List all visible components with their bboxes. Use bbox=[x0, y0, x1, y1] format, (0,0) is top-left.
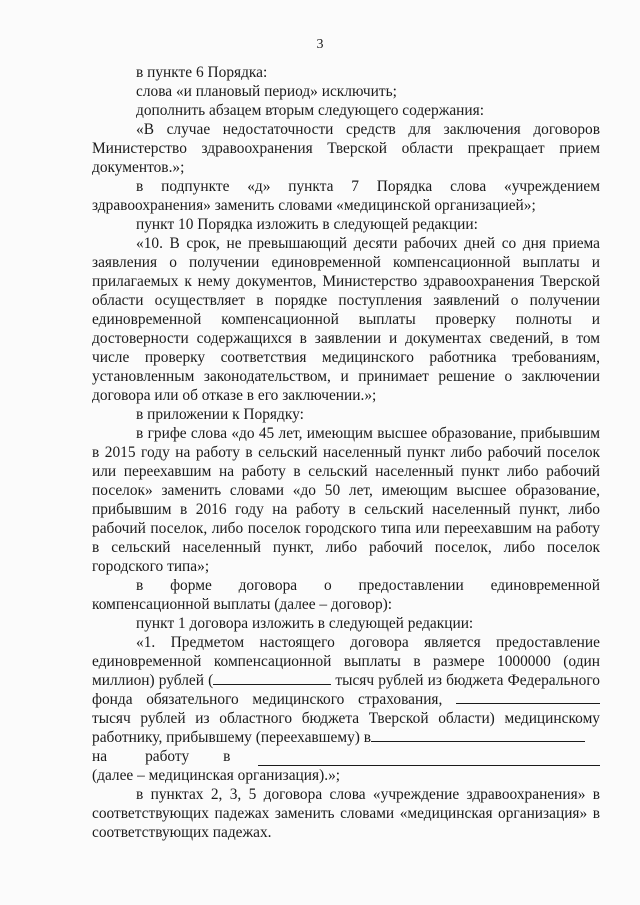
paragraph: в форме договора о предоставлении единовременной компенсационной выплаты (далее – договор): bbox=[92, 577, 600, 613]
blank-line-federal bbox=[213, 672, 331, 685]
clause-word: на bbox=[92, 748, 108, 765]
blank-line-locality bbox=[371, 729, 585, 742]
clause-word: в bbox=[223, 748, 231, 765]
paragraph: в грифе слова «до 45 лет, имеющим высшее образование, прибывшим в 2015 году на работу в сельский населенный пункт либо рабочий поселок или переехавшим на работу в сельский населенный пункт либо рабочий поселок» заменить словами «до 50 лет, имеющим высшее образование, прибывшим в 2016 году на работу в сельский населенный пункт, либо рабочий поселок, либо поселок городского типа или переехавшим на работу в сельский населенный пункт, либо рабочий поселок, либо поселок городского типа»; bbox=[92, 425, 600, 575]
document-body bbox=[92, 63, 600, 842]
paragraph: дополнить абзацем вторым следующего содержания: bbox=[136, 102, 485, 119]
clause-text: тысяч рублей из областного бюджета Тверской области) медицинскому работнику, прибывшему (переехавшему) в bbox=[92, 710, 600, 746]
contract-clause-1 bbox=[92, 633, 600, 747]
clause-word: работу bbox=[145, 748, 190, 765]
paragraph: пункт 1 договора изложить в следующей редакции: bbox=[136, 615, 474, 632]
blank-line-organization bbox=[258, 752, 600, 766]
blank-line-regional bbox=[456, 691, 600, 704]
paragraph: «В случае недостаточности средств для заключения договоров Министерство здравоохранения Тверской области прекращает прием документов.»; bbox=[92, 121, 600, 176]
clause-row bbox=[92, 747, 600, 766]
paragraph: в пункте 6 Порядка: bbox=[136, 64, 268, 81]
paragraph: «10. В срок, не превышающий десяти рабочих дней со дня приема заявления о получении единовременной компенсационной выплаты и прилагаемых к нему документов, Министерство здравоохранения Тверской области осуществляет в порядке поступления заявлений о получении единовременной компенсационной выплаты проверку полноты и достоверности содержащихся в заявлении и документах сведений, в том числе проверку соответствия медицинского работника требованиям, установленным законодательством, и принимает решение о заключении договора или об отказе в его заключении.»; bbox=[92, 235, 600, 404]
paragraph: в приложении к Порядку: bbox=[136, 406, 304, 423]
clause-text: «1. Предметом настоящего договора является предоставление единовременной компенсационной выплаты в размере 1000000 (один миллион) рублей ( bbox=[92, 634, 600, 689]
page-number: 3 bbox=[316, 37, 324, 52]
paragraph: в пунктах 2, 3, 5 договора слова «учреждение здравоохранения» в соответствующих падежах заменить словами «медицинская организация» в соответствующих падежах. bbox=[92, 786, 600, 841]
paragraph: (далее – медицинская организация).»; bbox=[92, 767, 341, 784]
paragraph: в подпункте «д» пункта 7 Порядка слова «учреждением здравоохранения» заменить словами «медицинской организацией»; bbox=[92, 178, 600, 214]
clause-text: тысяч рублей из бюджета Федерального фонда обязательного медицинского страхования, bbox=[92, 672, 600, 708]
paragraph: слова «и плановый период» исключить; bbox=[136, 83, 397, 100]
paragraph: пункт 10 Порядка изложить в следующей редакции: bbox=[136, 216, 478, 233]
